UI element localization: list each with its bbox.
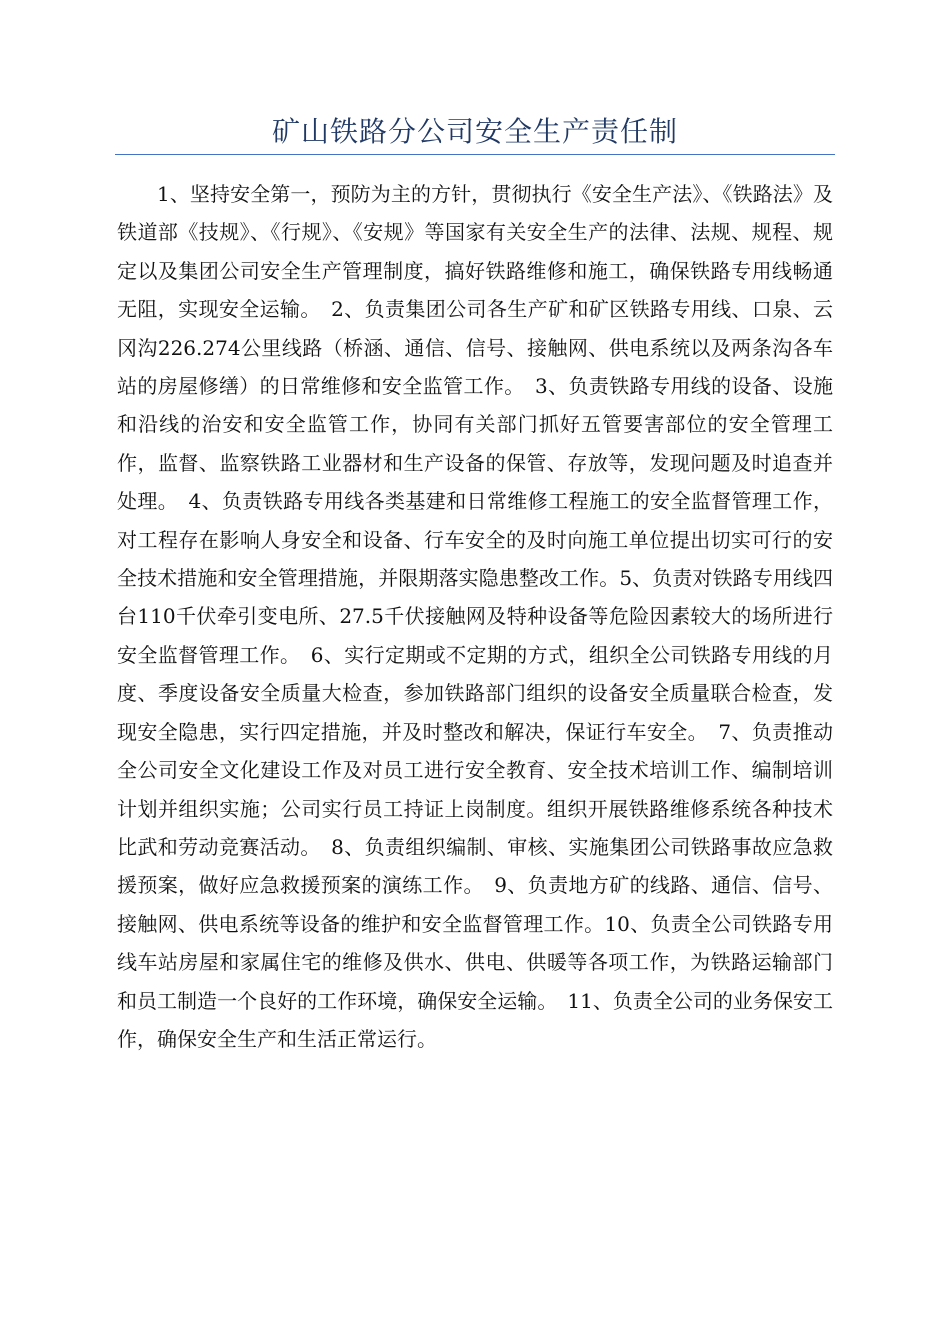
document-body: 1、坚持安全第一，预防为主的方针，贯彻执行《安全生产法》、《铁路法》及铁道部《技规》、《行规》、《安规》等国家有关安全生产的法律、法规、规程、规定以及集团公司安全生产管理制度，搞好铁路维修和施工，确保铁路专用线畅通无阻，实现安全运输。 2、负责集团公司各生产矿和矿区铁路专用线、口泉、云冈沟226.274公里线路（桥涵、通信、信号、接触网、供电系统以及两条沟各车站的房屋修缮）的日常维修和安全监管工作。 3、负责铁路专用线的设备、设施和沿线的治安和安全监管工作，协同有关部门抓好五管要害部位的安全管理工作，监督、监察铁路工业器材和生产设备的保管、存放等，发现问题及时追查并处理。 4、负责铁路专用线各类基建和日常维修工程施工的安全监督管理工作，对工程存在影响人身安全和设备、行车安全的及时向施工单位提出切实可行的安全技术措施和安全管理措施，并限期落实隐患整改工作。5、负责对铁路专用线四台110千伏牵引变电所、27.5千伏接触网及特种设备等危险因素较大的场所进行安全监督管理工作。 6、实行定期或不定期的方式，组织全公司铁路专用线的月度、季度设备安全质量大检查，参加铁路部门组织的设备安全质量联合检查，发现安全隐患，实行四定措施，并及时整改和解决，保证行车安全。 7、负责推动全公司安全文化建设工作及对员工进行安全教育、安全技术培训工作、编制培训计划并组织实施；公司实行员工持证上岗制度。组织开展铁路维修系统各种技术比武和劳动竞赛活动。 8、负责组织编制、审核、实施集团公司铁路事故应急救援预案，做好应急救援预案的演练工作。 9、负责地方矿的线路、通信、信号、接触网、供电系统等设备的维护和安全监督管理工作。10、负责全公司铁路专用线车站房屋和家属住宅的维修及供水、供电、供暖等各项工作，为铁路运输部门和员工制造一个良好的工作环境，确保安全运输。 11、负责全公司的业务保安工作，确保安全生产和生活正常运行。: [117, 182, 833, 1051]
title-underline: [115, 154, 835, 155]
document-title: 矿山铁路分公司安全生产责任制: [271, 115, 678, 148]
